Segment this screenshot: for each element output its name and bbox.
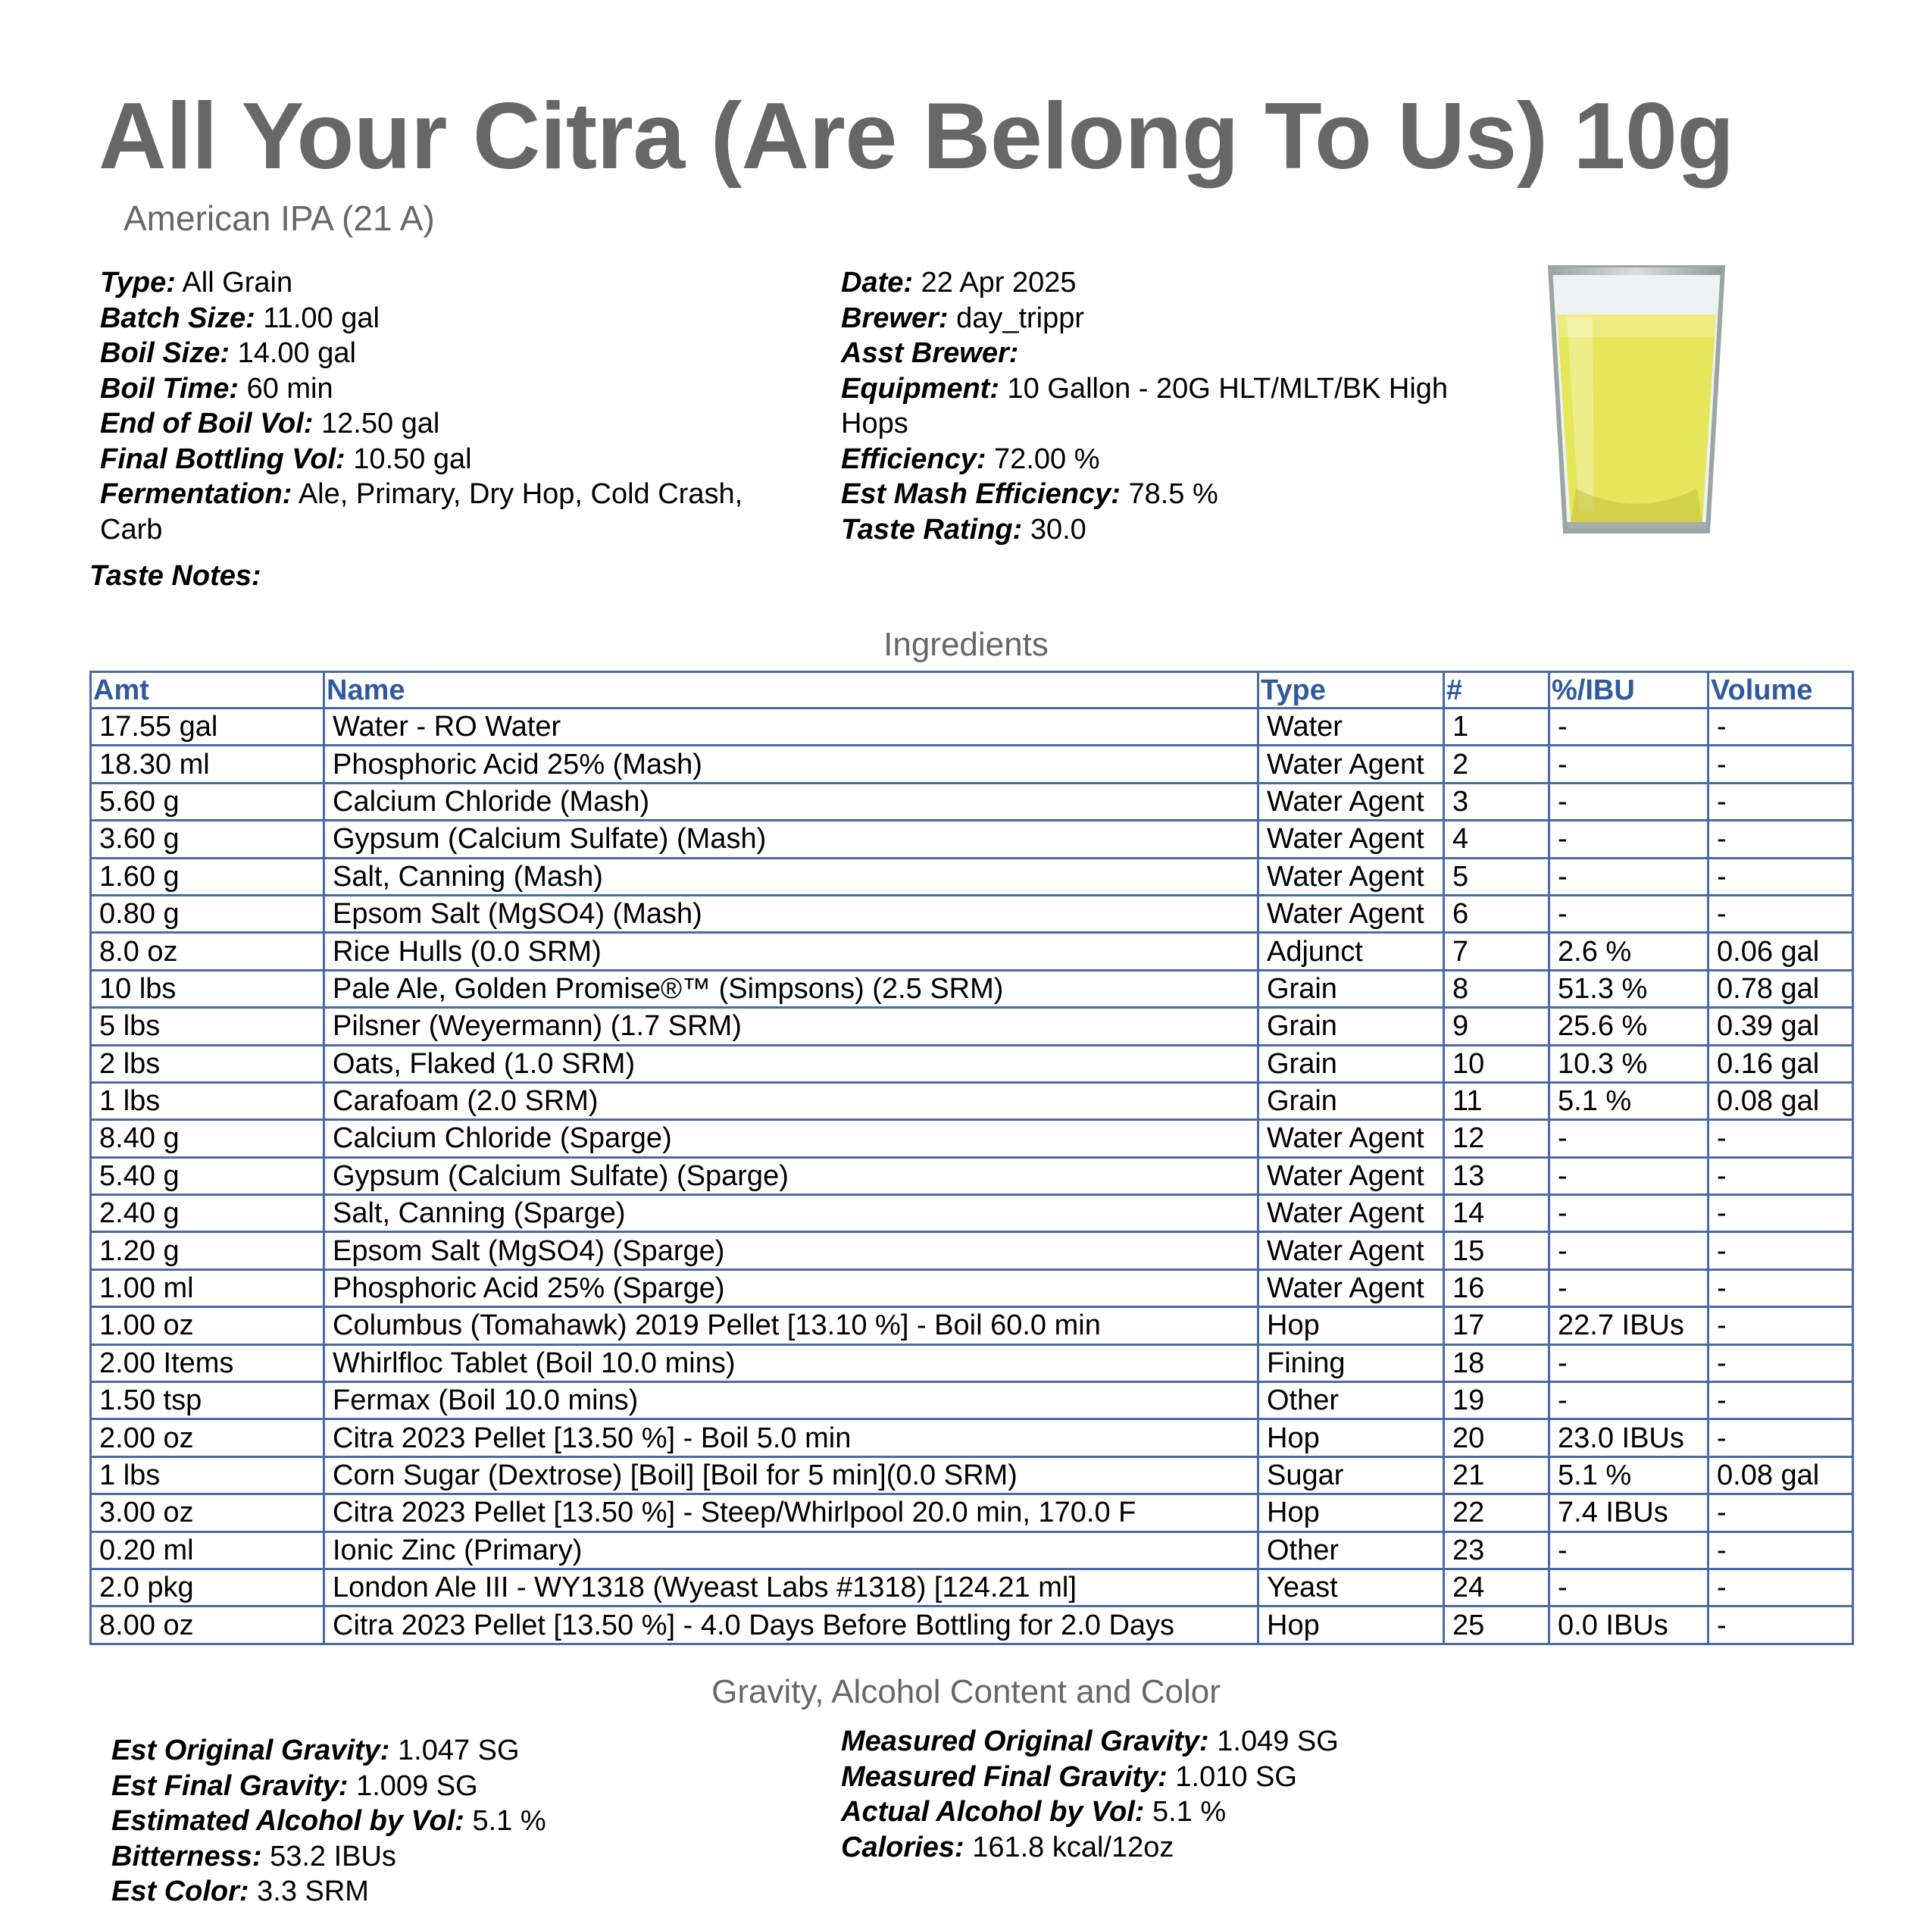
cell-pct-ibu: 25.6 % [1549,1008,1708,1045]
cell-type: Hop [1258,1419,1444,1456]
field-boil-size [100,336,805,371]
cell-volume: - [1708,1307,1853,1344]
field-label: Est Mash Efficiency: [841,478,1121,510]
field-value: 10 Gallon - 20G HLT/MLT/BK High Hops [841,372,1449,440]
cell-amt: 1 lbs [91,1456,324,1494]
cell-pct-ibu: - [1549,709,1708,746]
field-label: Bitterness: [111,1840,262,1872]
cell-pct-ibu: - [1549,821,1708,858]
cell-name: Phosphoric Acid 25% (Sparge) [324,1269,1258,1306]
cell-number: 23 [1444,1531,1549,1569]
field-value: All Grain [182,267,293,299]
ingredients-section-title: Ingredients [883,626,1049,663]
cell-number: 16 [1444,1269,1549,1306]
cell-name: Columbus (Tomahawk) 2019 Pellet [13.10 %] - Boil 60.0 min [324,1307,1258,1344]
cell-name: Water - RO Water [324,709,1258,746]
taste-notes-label: Taste Notes: [89,560,261,592]
field-label: Boil Time: [100,372,239,405]
table-row [91,1344,1853,1381]
cell-amt: 2 lbs [91,1045,324,1082]
cell-type: Water Agent [1258,821,1444,858]
cell-number: 13 [1444,1157,1549,1194]
field-label: Est Final Gravity: [111,1769,349,1802]
cell-amt: 3.00 oz [91,1494,324,1531]
table-row [91,1456,1853,1494]
cell-pct-ibu: - [1549,858,1708,895]
field-value: 72.00 % [994,443,1100,475]
cell-number: 9 [1444,1008,1549,1045]
cell-volume: - [1708,1232,1853,1269]
table-header-row [91,672,1853,709]
field-label: Est Original Gravity: [111,1735,390,1766]
cell-pct-ibu: 5.1 % [1549,1456,1708,1494]
field-label: Measured Final Gravity: [841,1760,1168,1793]
cell-name: Pale Ale, Golden Promise®™ (Simpsons) (2.5 SRM) [324,970,1258,1007]
cell-name: Salt, Canning (Mash) [324,858,1258,895]
cell-pct-ibu: - [1549,783,1708,820]
cell-type: Grain [1258,1045,1444,1082]
table-row [91,1157,1853,1194]
field-batch-size [100,301,805,336]
cell-number: 2 [1444,746,1549,783]
cell-type: Water Agent [1258,783,1444,820]
cell-type: Water Agent [1258,858,1444,895]
field-value: 5.1 % [472,1805,546,1837]
field-final-bottling-vol [100,442,805,477]
cell-pct-ibu: - [1549,746,1708,783]
field-calories [841,1830,1339,1866]
gravity-section-title: Gravity, Alcohol Content and Color [711,1673,1221,1710]
cell-amt: 5.40 g [91,1157,324,1194]
cell-number: 21 [1444,1456,1549,1494]
table-row [91,1307,1853,1344]
table-row [91,1120,1853,1157]
cell-volume: 0.16 gal [1708,1045,1853,1082]
cell-number: 3 [1444,783,1549,820]
field-type [100,265,805,301]
column-header-name: Name [324,672,1258,709]
field-label: Actual Alcohol by Vol: [841,1796,1145,1828]
recipe-info-right [841,265,1523,547]
cell-number: 4 [1444,821,1549,858]
cell-name: Gypsum (Calcium Sulfate) (Sparge) [324,1157,1258,1194]
cell-number: 14 [1444,1195,1549,1232]
cell-number: 5 [1444,858,1549,895]
cell-volume: - [1708,858,1853,895]
table-row [91,746,1853,783]
cell-type: Water Agent [1258,1157,1444,1194]
cell-volume: - [1708,1120,1853,1157]
cell-pct-ibu: 51.3 % [1549,970,1708,1007]
cell-type: Water Agent [1258,1269,1444,1306]
field-value: 14.00 gal [237,337,356,369]
cell-name: Fermax (Boil 10.0 mins) [324,1382,1258,1419]
field-end-of-boil-vol [100,406,805,442]
cell-name: Oats, Flaked (1.0 SRM) [324,1045,1258,1082]
field-label: Fermentation: [100,478,292,510]
gravity-stats-right [841,1724,1339,1865]
cell-name: Phosphoric Acid 25% (Mash) [324,746,1258,783]
field-brewer [841,301,1523,336]
cell-volume: - [1708,746,1853,783]
cell-pct-ibu: 7.4 IBUs [1549,1494,1708,1531]
cell-amt: 8.0 oz [91,933,324,970]
field-measured-final-gravity [841,1760,1339,1795]
cell-type: Water Agent [1258,1195,1444,1232]
table-row [91,1606,1853,1644]
cell-pct-ibu: 10.3 % [1549,1045,1708,1082]
cell-type: Hop [1258,1494,1444,1531]
field-label: Asst Brewer: [841,337,1019,369]
field-value: 22 Apr 2025 [921,267,1077,299]
cell-amt: 2.00 Items [91,1344,324,1381]
field-label: Batch Size: [100,302,255,334]
cell-pct-ibu: 2.6 % [1549,933,1708,970]
field-label: Type: [100,267,176,299]
cell-amt: 1.50 tsp [91,1382,324,1419]
cell-name: Calcium Chloride (Mash) [324,783,1258,820]
cell-pct-ibu: - [1549,1157,1708,1194]
cell-volume: - [1708,1269,1853,1306]
cell-amt: 2.0 pkg [91,1569,324,1606]
cell-number: 20 [1444,1419,1549,1456]
cell-pct-ibu: - [1549,1195,1708,1232]
cell-pct-ibu: 5.1 % [1549,1082,1708,1119]
cell-amt: 2.40 g [91,1195,324,1232]
cell-amt: 1.60 g [91,858,324,895]
table-row [91,858,1853,895]
cell-number: 15 [1444,1232,1549,1269]
cell-name: Corn Sugar (Dextrose) [Boil] [Boil for 5 min](0.0 SRM) [324,1456,1258,1494]
field-label: Date: [841,267,914,299]
cell-amt: 0.20 ml [91,1531,324,1569]
cell-name: Whirlfloc Tablet (Boil 10.0 mins) [324,1344,1258,1381]
table-row [91,1269,1853,1306]
cell-amt: 5 lbs [91,1008,324,1045]
field-label: Taste Rating: [841,513,1023,546]
field-value: 3.3 SRM [257,1876,369,1907]
field-est-original-gravity [111,1733,546,1769]
field-taste-rating [841,512,1523,548]
field-value: 53.2 IBUs [270,1840,396,1872]
cell-volume: - [1708,821,1853,858]
cell-pct-ibu: - [1549,1269,1708,1306]
cell-type: Grain [1258,1008,1444,1045]
field-label: Final Bottling Vol: [100,443,345,475]
table-row [91,1419,1853,1456]
cell-type: Grain [1258,970,1444,1007]
cell-amt: 17.55 gal [91,709,324,746]
field-value: 30.0 [1030,513,1086,546]
field-label: Measured Original Gravity: [841,1725,1209,1757]
cell-volume: - [1708,1606,1853,1644]
taste-notes [89,560,261,593]
cell-type: Water Agent [1258,746,1444,783]
table-row [91,821,1853,858]
cell-name: Epsom Salt (MgSO4) (Mash) [324,895,1258,932]
field-fermentation [100,477,805,547]
column-header-amt: Amt [91,672,324,709]
cell-volume: 0.78 gal [1708,970,1853,1007]
cell-volume: - [1708,1569,1853,1606]
cell-name: Epsom Salt (MgSO4) (Sparge) [324,1232,1258,1269]
field-est-final-gravity [111,1769,546,1804]
cell-type: Hop [1258,1307,1444,1344]
field-value: 5.1 % [1152,1796,1227,1828]
table-row [91,970,1853,1007]
column-header-volume: Volume [1708,672,1853,709]
cell-pct-ibu: 0.0 IBUs [1549,1606,1708,1644]
cell-number: 25 [1444,1606,1549,1644]
cell-number: 19 [1444,1382,1549,1419]
field-label: Est Color: [111,1876,249,1907]
recipe-style: American IPA (21 A) [123,199,435,238]
cell-volume: - [1708,1195,1853,1232]
cell-type: Water Agent [1258,1232,1444,1269]
field-label: Boil Size: [100,337,230,369]
cell-number: 10 [1444,1045,1549,1082]
cell-volume: - [1708,1157,1853,1194]
field-value: 1.049 SG [1217,1725,1339,1757]
cell-name: Salt, Canning (Sparge) [324,1195,1258,1232]
cell-type: Water [1258,709,1444,746]
gravity-stats-left [111,1733,546,1910]
cell-number: 18 [1444,1344,1549,1381]
cell-pct-ibu: - [1549,1344,1708,1381]
cell-volume: 0.39 gal [1708,1008,1853,1045]
cell-pct-ibu: 22.7 IBUs [1549,1307,1708,1344]
cell-pct-ibu: - [1549,1531,1708,1569]
cell-number: 12 [1444,1120,1549,1157]
cell-volume: - [1708,709,1853,746]
field-efficiency [841,442,1523,477]
cell-pct-ibu: - [1549,1569,1708,1606]
field-value: 1.009 SG [356,1769,478,1802]
table-row [91,783,1853,820]
cell-name: Citra 2023 Pellet [13.50 %] - 4.0 Days Before Bottling for 2.0 Days [324,1606,1258,1644]
cell-amt: 1.20 g [91,1232,324,1269]
table-row [91,1008,1853,1045]
cell-name: Carafoam (2.0 SRM) [324,1082,1258,1119]
cell-type: Adjunct [1258,933,1444,970]
field-value: 78.5 % [1128,478,1218,510]
field-label: End of Boil Vol: [100,408,314,440]
cell-amt: 1.00 oz [91,1307,324,1344]
cell-type: Grain [1258,1082,1444,1119]
table-row [91,1494,1853,1531]
column-header-pct-ibu: %/IBU [1549,672,1708,709]
cell-name: Citra 2023 Pellet [13.50 %] - Steep/Whirlpool 20.0 min, 170.0 F [324,1494,1258,1531]
cell-pct-ibu: - [1549,1382,1708,1419]
field-value: 60 min [246,372,333,405]
cell-volume: - [1708,1494,1853,1531]
ingredients-table [89,671,1854,1645]
table-row [91,1569,1853,1606]
table-row [91,895,1853,932]
field-label: Estimated Alcohol by Vol: [111,1805,464,1837]
field-label: Calories: [841,1831,964,1863]
field-measured-original-gravity [841,1724,1339,1760]
cell-amt: 1.00 ml [91,1269,324,1306]
cell-amt: 8.00 oz [91,1606,324,1644]
cell-pct-ibu: - [1549,1232,1708,1269]
cell-type: Other [1258,1382,1444,1419]
table-row [91,1082,1853,1119]
beer-glass-icon [1546,261,1727,542]
field-value: 12.50 gal [321,408,440,440]
field-value: Ale, Primary, Dry Hop, Cold Crash, Carb [100,478,743,546]
cell-number: 6 [1444,895,1549,932]
cell-pct-ibu: - [1549,1120,1708,1157]
table-row [91,1531,1853,1569]
cell-type: Sugar [1258,1456,1444,1494]
field-date [841,265,1523,301]
field-estimated-alcohol-by-vol [111,1804,546,1839]
field-value: 161.8 kcal/12oz [972,1831,1174,1863]
field-value: 11.00 gal [263,302,380,334]
field-label: Efficiency: [841,443,986,475]
recipe-title: All Your Citra (Are Belong To Us) 10g [98,84,1734,189]
cell-type: Water Agent [1258,895,1444,932]
cell-type: Yeast [1258,1569,1444,1606]
column-header-number: # [1444,672,1549,709]
cell-pct-ibu: 23.0 IBUs [1549,1419,1708,1456]
cell-amt: 18.30 ml [91,746,324,783]
field-est-color [111,1874,546,1910]
field-est-mash-efficiency [841,477,1523,512]
cell-number: 11 [1444,1082,1549,1119]
cell-name: Pilsner (Weyermann) (1.7 SRM) [324,1008,1258,1045]
column-header-type: Type [1258,672,1444,709]
cell-amt: 8.40 g [91,1120,324,1157]
cell-type: Water Agent [1258,1120,1444,1157]
cell-amt: 3.60 g [91,821,324,858]
field-equipment [841,371,1523,442]
cell-name: Rice Hulls (0.0 SRM) [324,933,1258,970]
cell-volume: - [1708,1419,1853,1456]
field-boil-time [100,371,805,407]
field-value: 1.010 SG [1175,1760,1297,1793]
cell-name: London Ale III - WY1318 (Wyeast Labs #1318) [124.21 ml] [324,1569,1258,1606]
table-row [91,1195,1853,1232]
cell-number: 17 [1444,1307,1549,1344]
field-label: Brewer: [841,302,949,334]
cell-volume: 0.08 gal [1708,1456,1853,1494]
field-label: Equipment: [841,372,999,405]
cell-number: 22 [1444,1494,1549,1531]
table-row [91,1232,1853,1269]
cell-amt: 0.80 g [91,895,324,932]
table-row [91,933,1853,970]
cell-volume: - [1708,1382,1853,1419]
cell-amt: 5.60 g [91,783,324,820]
field-actual-alcohol-by-vol [841,1794,1339,1830]
cell-type: Other [1258,1531,1444,1569]
cell-volume: 0.06 gal [1708,933,1853,970]
cell-name: Calcium Chloride (Sparge) [324,1120,1258,1157]
recipe-info-left [100,265,805,547]
field-value: day_trippr [956,302,1085,334]
cell-type: Fining [1258,1344,1444,1381]
cell-name: Citra 2023 Pellet [13.50 %] - Boil 5.0 min [324,1419,1258,1456]
field-bitterness [111,1839,546,1875]
table-row [91,1045,1853,1082]
cell-number: 1 [1444,709,1549,746]
cell-volume: - [1708,783,1853,820]
cell-volume: - [1708,895,1853,932]
field-value: 1.047 SG [398,1735,520,1766]
cell-amt: 1 lbs [91,1082,324,1119]
field-value: 10.50 gal [353,443,472,475]
table-row [91,709,1853,746]
cell-volume: 0.08 gal [1708,1082,1853,1119]
cell-name: Ionic Zinc (Primary) [324,1531,1258,1569]
cell-volume: - [1708,1344,1853,1381]
cell-volume: - [1708,1531,1853,1569]
cell-pct-ibu: - [1549,895,1708,932]
cell-number: 8 [1444,970,1549,1007]
field-asst-brewer [841,336,1523,371]
cell-type: Hop [1258,1606,1444,1644]
cell-number: 24 [1444,1569,1549,1606]
cell-amt: 2.00 oz [91,1419,324,1456]
table-row [91,1382,1853,1419]
cell-name: Gypsum (Calcium Sulfate) (Mash) [324,821,1258,858]
cell-amt: 10 lbs [91,970,324,1007]
cell-number: 7 [1444,933,1549,970]
